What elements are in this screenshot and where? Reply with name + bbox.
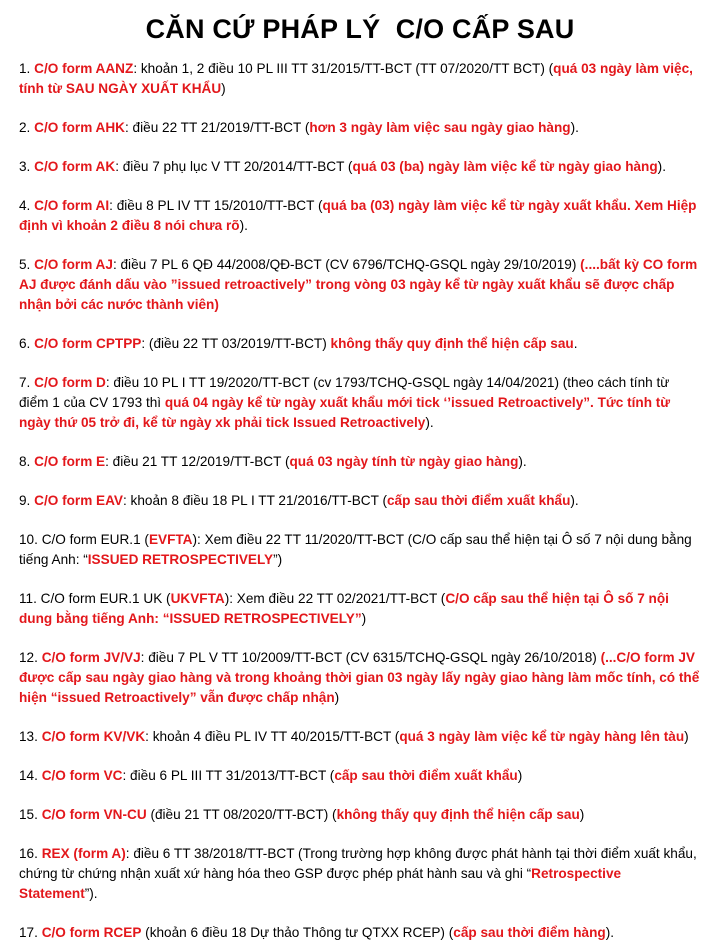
item-number: 8. xyxy=(19,454,35,469)
list-item-d xyxy=(19,373,701,433)
item-number: 14. xyxy=(19,768,42,783)
item-number: 17. xyxy=(19,925,42,940)
list-item-jv-vj xyxy=(19,648,701,708)
form-name: C/O form CPTPP xyxy=(34,336,142,351)
item-tail: ) xyxy=(517,768,523,783)
legal-basis: : điều 6 PL III TT 31/2013/TT-BCT ( xyxy=(122,768,335,783)
legal-basis: (điều 21 TT 08/2020/TT-BCT) ( xyxy=(146,807,337,822)
form-name: C/O form EAV xyxy=(34,493,123,508)
item-number: 11. xyxy=(19,591,41,606)
list-item-eav xyxy=(19,491,701,511)
list-item-rex xyxy=(19,844,701,904)
item-number: 7. xyxy=(19,375,35,390)
item-number: 16. xyxy=(19,846,42,861)
form-name: C/O form AJ xyxy=(34,257,113,272)
condition-note: cấp sau thời điểm xuất khẩu xyxy=(334,768,518,783)
form-name: C/O form E xyxy=(34,454,106,469)
item-number: 4. xyxy=(19,198,35,213)
item-tail: ). xyxy=(425,415,434,430)
item-number: 15. xyxy=(19,807,42,822)
condition-note: ISSUED RETROSPECTIVELY xyxy=(87,552,274,567)
legal-basis: : khoản 8 điều 18 PL I TT 21/2016/TT-BCT ( xyxy=(123,493,387,508)
item-tail: ) xyxy=(221,81,226,96)
legal-basis-list xyxy=(19,59,701,943)
form-name: C/O form AI xyxy=(34,198,110,213)
form-name: UKVFTA xyxy=(170,591,225,606)
item-tail: ) xyxy=(579,807,585,822)
list-item-kv-vk xyxy=(19,727,701,747)
condition-note: quá 03 ngày làm việc, tính từ SAU NGÀY XUẤT KHẨU xyxy=(19,61,693,96)
condition-note: (....bất kỳ CO form AJ được đánh dấu vào ”issued retroactively” trong vòng 03 ngày kể từ ngày xuất khẩu sẽ được chấp nhận bởi các nước thành viên) xyxy=(19,257,698,312)
item-number: 1. xyxy=(19,61,35,76)
item-number: 10. xyxy=(19,532,42,547)
form-name: C/O form D xyxy=(34,375,106,390)
legal-basis: : điều 7 PL V TT 10/2009/TT-BCT (CV 6315/TCHQ-GSQL ngày 26/10/2018) xyxy=(140,650,601,665)
list-item-aanz xyxy=(19,59,701,99)
form-name: C/O form JV/VJ xyxy=(41,650,141,665)
condition-note: quá 03 (ba) ngày làm việc kể từ ngày giao hàng xyxy=(352,159,658,174)
condition-note: quá 04 ngày kể từ ngày xuất khẩu mới tick ‘’issued Retroactively”. Tức tính từ ngày thứ 05 trở đi, kể từ ngày xk phải tick Issued Retroactively xyxy=(19,395,671,430)
form-name: C/O form AK xyxy=(34,159,116,174)
condition-note: quá 3 ngày làm việc kể từ ngày hàng lên tàu xyxy=(399,729,685,744)
list-item-ukvfta xyxy=(19,589,701,629)
list-item-evfta xyxy=(19,530,701,570)
item-tail: ). xyxy=(657,159,666,174)
document-page xyxy=(0,14,717,951)
item-number: 5. xyxy=(19,257,35,272)
item-number: 3. xyxy=(19,159,35,174)
form-name: C/O form KV/VK xyxy=(41,729,146,744)
item-tail: ”) xyxy=(273,552,283,567)
legal-basis: : điều 10 PL I TT 19/2020/TT-BCT (cv 1793/TCHQ-GSQL ngày 14/04/2021) (theo cách tính từ điểm 1 của CV 1793 thì xyxy=(19,375,670,410)
condition-note: (...C/O form JV được cấp sau ngày giao hàng và trong khoảng thời gian 03 ngày lấy ngày giao hàng làm mốc tính, có thể hiện “issued Retroactively” vẫn được chấp nhận xyxy=(19,650,700,705)
item-number: 12. xyxy=(19,650,42,665)
form-name: C/O form AHK xyxy=(34,120,125,135)
form-name: C/O form AANZ xyxy=(34,61,134,76)
legal-basis: : điều 7 PL 6 QĐ 44/2008/QĐ-BCT (CV 6796/TCHQ-GSQL ngày 29/10/2019) xyxy=(112,257,581,272)
list-item-ak xyxy=(19,157,701,177)
form-name: C/O form RCEP xyxy=(41,925,142,940)
list-item-vn-cu xyxy=(19,805,701,825)
legal-basis: : điều 6 TT 38/2018/TT-BCT (Trong trường hợp không được phát hành tại thời điểm xuất khẩu, chứng từ chứng nhận xuất xứ hàng hóa theo GSP được phép phát hành sau và ghi “ xyxy=(19,846,697,881)
legal-basis: : (điều 22 TT 03/2019/TT-BCT) xyxy=(141,336,331,351)
list-item-vc xyxy=(19,766,701,786)
form-prefix: C/O form EUR.1 UK ( xyxy=(40,591,171,606)
item-number: 13. xyxy=(19,729,42,744)
form-name: C/O form VN-CU xyxy=(41,807,147,822)
form-prefix: C/O form EUR.1 ( xyxy=(41,532,149,547)
condition-note: cấp sau thời điểm xuất khẩu xyxy=(386,493,571,508)
form-name: C/O form VC xyxy=(41,768,123,783)
list-item-e xyxy=(19,452,701,472)
item-tail: ). xyxy=(570,493,579,508)
item-number: 6. xyxy=(19,336,35,351)
item-tail: ). xyxy=(518,454,527,469)
legal-basis: ): Xem điều 22 TT 02/2021/TT-BCT ( xyxy=(224,591,446,606)
item-tail: ”). xyxy=(84,886,98,901)
legal-basis: : khoản 1, 2 điều 10 PL III TT 31/2015/TT-BCT (TT 07/2020/TT BCT) ( xyxy=(133,61,554,76)
list-item-aj xyxy=(19,255,701,315)
legal-basis: ): Xem điều 22 TT 11/2020/TT-BCT (C/O cấp sau thể hiện tại Ô số 7 nội dung bằng tiếng Anh: “ xyxy=(19,532,692,567)
condition-note: C/O cấp sau thể hiện tại Ô số 7 nội dung bằng tiếng Anh: “ISSUED RETROSPECTIVELY” xyxy=(19,591,669,626)
condition-note: hơn 3 ngày làm việc sau ngày giao hàng xyxy=(309,120,571,135)
item-tail: ) xyxy=(334,690,340,705)
legal-basis: : điều 21 TT 12/2019/TT-BCT ( xyxy=(105,454,290,469)
legal-basis: : điều 7 phụ lục V TT 20/2014/TT-BCT ( xyxy=(115,159,353,174)
condition-note: không thấy quy định thể hiện cấp sau xyxy=(330,336,574,351)
item-tail: ). xyxy=(570,120,579,135)
item-tail: ). xyxy=(605,925,615,940)
condition-note: quá ba (03) ngày làm việc kể từ ngày xuất khẩu. Xem Hiệp định vì khoản 2 điều 8 nói chưa rõ xyxy=(19,198,697,233)
legal-basis: : điều 8 PL IV TT 15/2010/TT-BCT ( xyxy=(109,198,323,213)
item-tail: ) xyxy=(684,729,689,744)
list-item-ahk xyxy=(19,118,701,138)
item-tail: ). xyxy=(239,218,248,233)
item-tail: ) xyxy=(361,611,367,626)
legal-basis: : điều 22 TT 21/2019/TT-BCT ( xyxy=(125,120,310,135)
legal-basis: : khoản 4 điều PL IV TT 40/2015/TT-BCT ( xyxy=(145,729,400,744)
list-item-rcep xyxy=(19,923,701,943)
condition-note: Retrospective Statement xyxy=(19,866,622,901)
page-title: CĂN CỨ PHÁP LÝ C/O CẤP SAU xyxy=(145,14,575,44)
list-item-ai xyxy=(19,196,701,236)
condition-note: không thấy quy định thể hiện cấp sau xyxy=(336,807,580,822)
item-tail: . xyxy=(573,336,578,351)
condition-note: quá 03 ngày tính từ ngày giao hàng xyxy=(289,454,519,469)
item-number: 2. xyxy=(19,120,35,135)
form-name: REX (form A) xyxy=(41,846,126,861)
condition-note: cấp sau thời điểm hàng xyxy=(453,925,606,940)
item-number: 9. xyxy=(19,493,35,508)
list-item-cptpp xyxy=(19,334,701,354)
form-name: EVFTA xyxy=(148,532,193,547)
legal-basis: (khoản 6 điều 18 Dự thảo Thông tư QTXX RCEP) ( xyxy=(141,925,454,940)
